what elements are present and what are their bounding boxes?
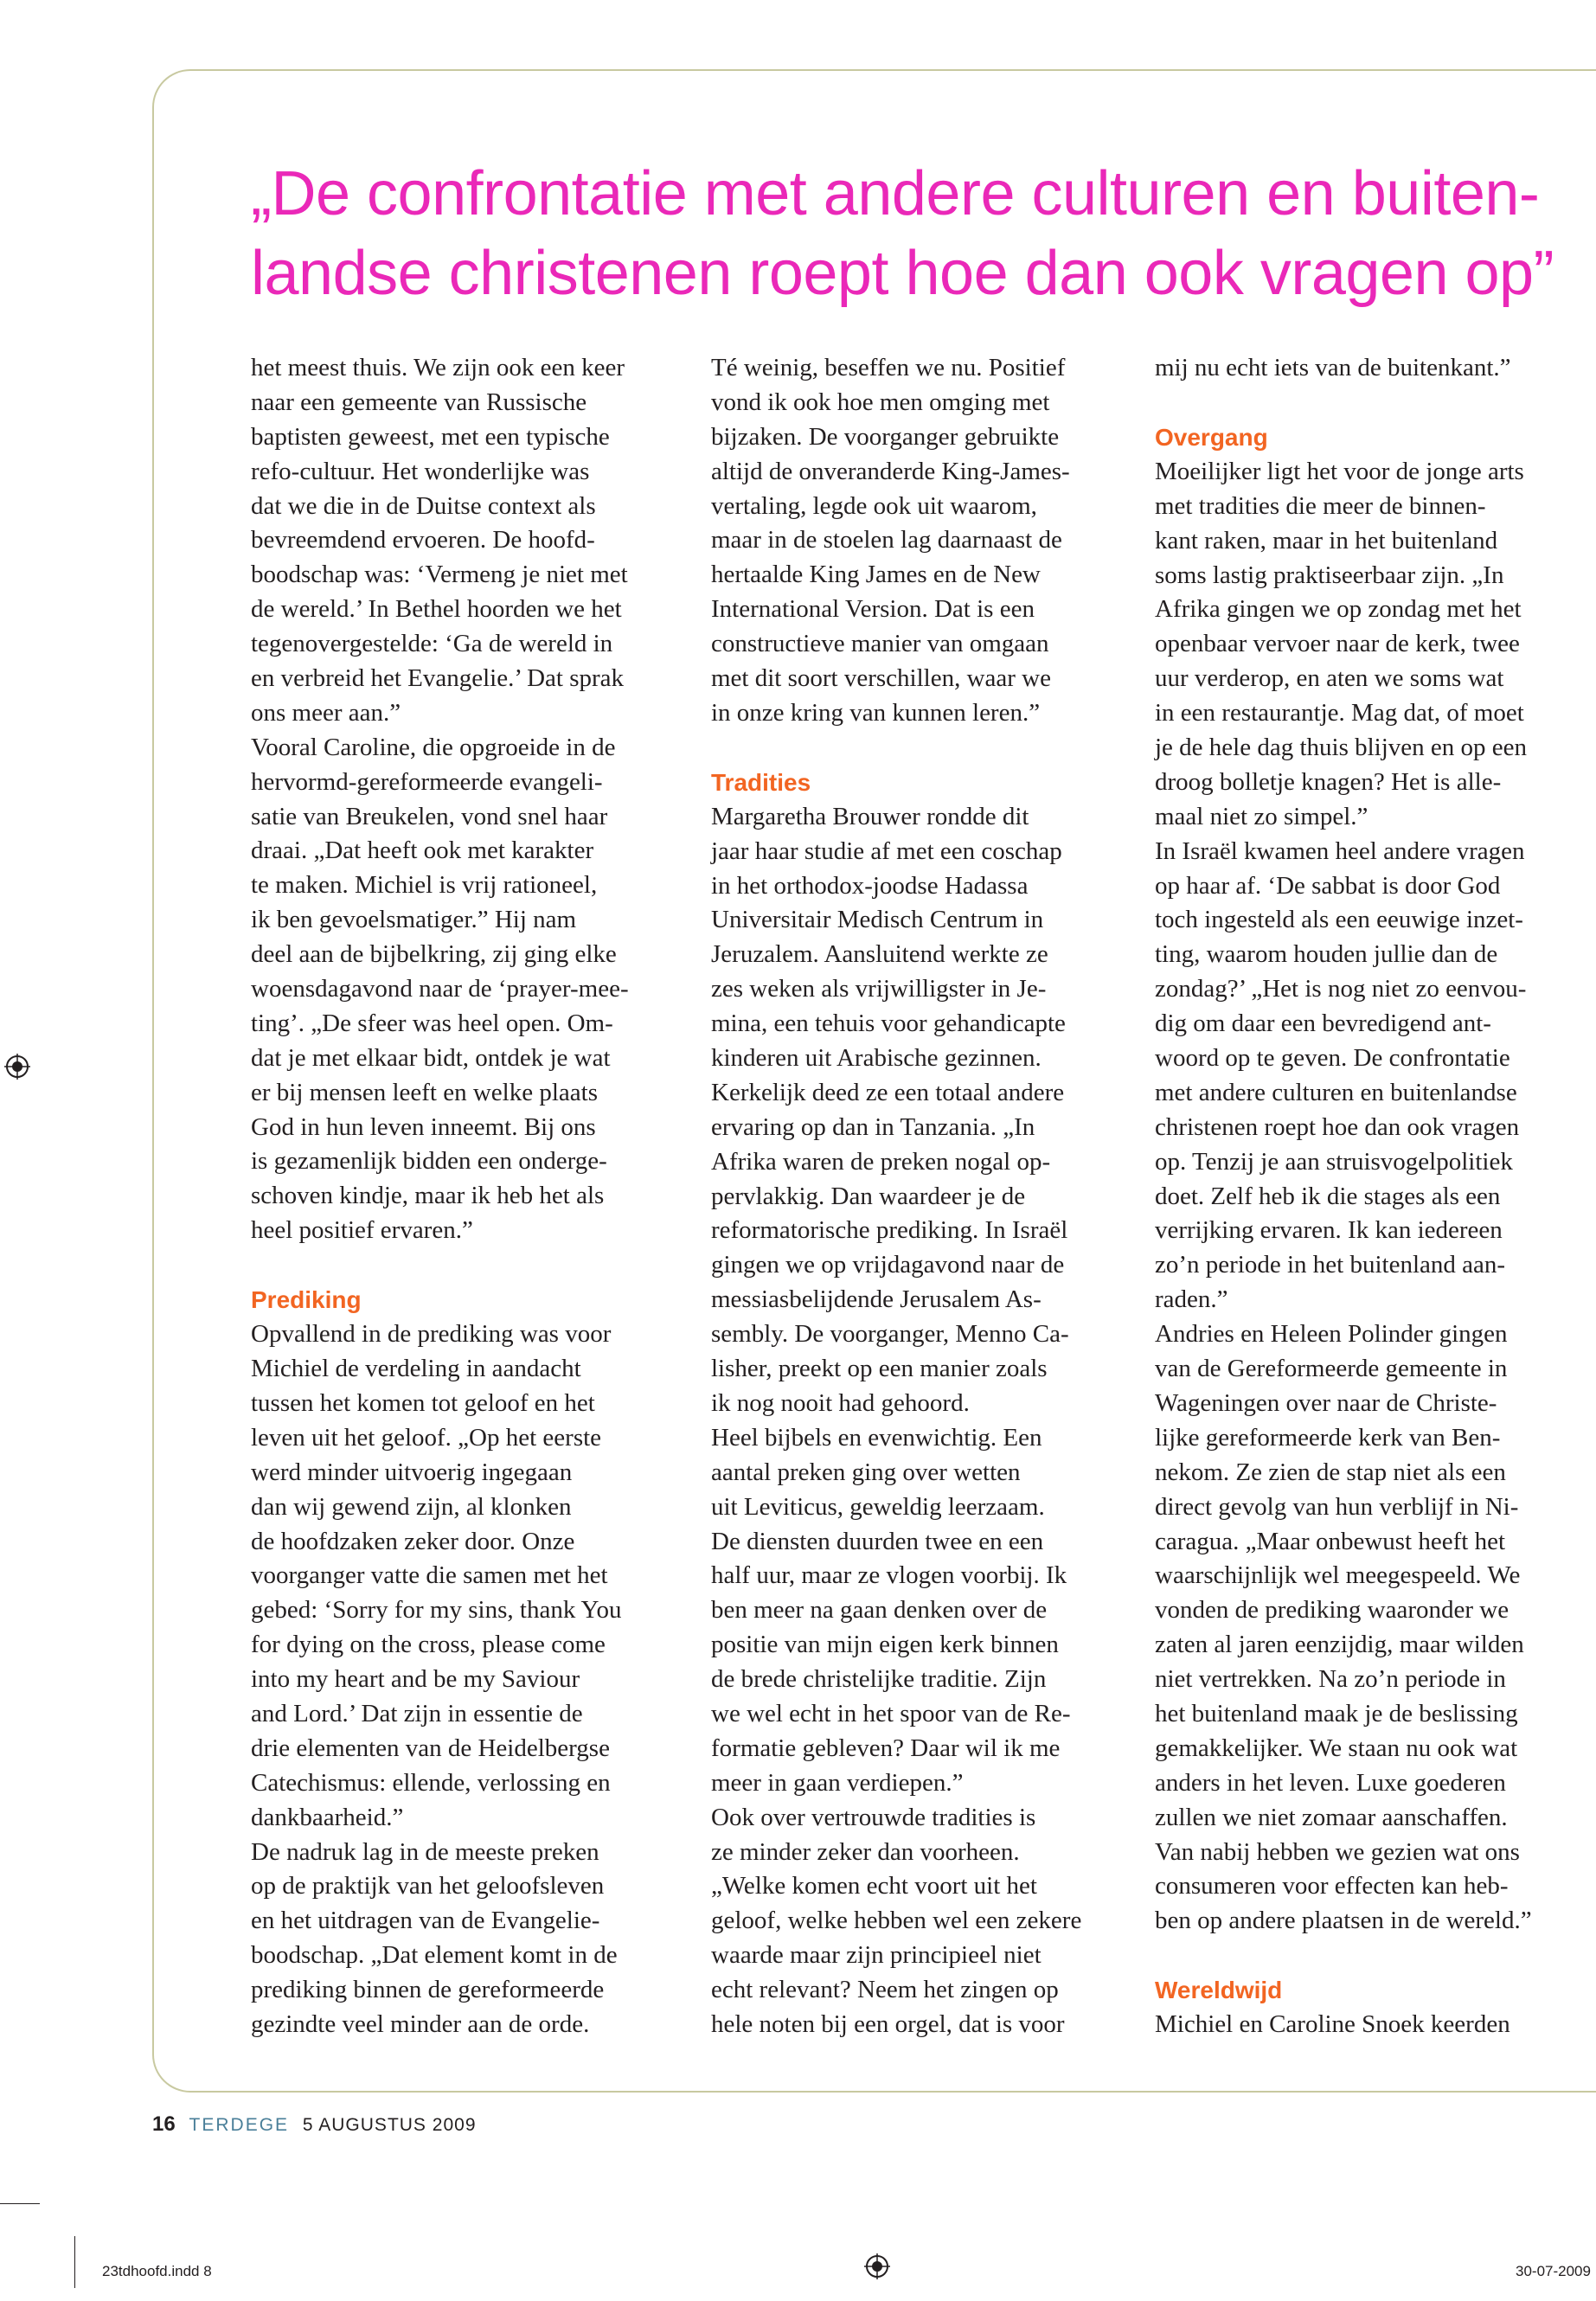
text-line: zes weken als vrijwilligster in Je- — [711, 975, 1047, 1003]
text-line: tussen het komen tot geloof en het — [251, 1388, 595, 1417]
paragraph — [711, 800, 1126, 2042]
crop-mark — [74, 2236, 75, 2288]
text-line: hervormd-gereformeerde evangeli- — [251, 767, 603, 796]
text-line: uit Leviticus, geweldig leerzaam. — [711, 1492, 1045, 1521]
text-line: met andere culturen en buitenlandse — [1155, 1078, 1517, 1106]
paragraph — [1155, 455, 1570, 1939]
text-line: and Lord.’ Dat zijn in essentie de — [251, 1699, 583, 1727]
text-line: het meest thuis. We zijn ook een keer — [251, 354, 625, 381]
text-line: boodschap was: ‘Vermeng je niet met — [251, 561, 628, 589]
text-line: prediking binnen de gereformeerde — [251, 1976, 605, 2004]
text-line: vond ik ook hoe men omging met — [711, 388, 1050, 416]
text-line: baptisten geweest, met een typische — [251, 422, 610, 451]
text-line: en het uitdragen van de Evangelie- — [251, 1907, 600, 1935]
text-line: Michiel en Caroline Snoek keerden — [1155, 2010, 1510, 2039]
text-line: op. Tenzij je aan struisvogelpolitiek — [1155, 1147, 1513, 1176]
text-line: ting, waarom houden jullie dan de — [1155, 940, 1498, 969]
text-line: naar een gemeente van Russische — [251, 388, 587, 416]
section-heading: Tradities — [711, 768, 811, 796]
text-line: zaten al jaren eenzijdig, maar wilden — [1155, 1631, 1524, 1659]
paragraph — [251, 1317, 666, 2042]
section-spacer — [1155, 1939, 1570, 1973]
text-line: deel aan de bijbelkring, zij ging elke — [251, 940, 617, 969]
paragraph — [251, 351, 666, 1248]
pull-quote-line: „De confrontatie met andere culturen en buiten- — [251, 159, 1540, 228]
text-line: de wereld.’ In Bethel hoorden we het — [251, 595, 622, 624]
registration-mark-icon — [4, 1054, 30, 1080]
text-line: in het orthodox-joodse Hadassa — [711, 871, 1029, 900]
text-line: lisher, preekt op een manier zoals — [711, 1355, 1048, 1383]
text-line: de hoofdzaken zeker door. Onze — [251, 1527, 575, 1555]
text-line: ting’. „De sfeer was heel open. Om- — [251, 1009, 613, 1037]
text-line: met tradities die meer de binnen- — [1155, 491, 1486, 520]
text-column-2 — [711, 351, 1126, 2042]
text-line: pervlakkig. Dan waardeer je de — [711, 1182, 1026, 1210]
text-line: Wageningen over naar de Christe- — [1155, 1388, 1497, 1417]
pull-quote-heading — [251, 154, 1583, 313]
text-line: geloof, welke hebben wel een zekere — [711, 1907, 1082, 1935]
text-line: uur verderop, en aten we soms wat — [1155, 664, 1504, 693]
crop-mark — [0, 2203, 40, 2204]
text-line: Catechismus: ellende, verlossing en — [251, 1768, 611, 1797]
text-column-3 — [1155, 351, 1570, 2042]
section-spacer — [711, 731, 1126, 766]
text-line: voorganger vatte die samen met het — [251, 1561, 608, 1590]
text-column-1 — [251, 351, 666, 2042]
slug-date: 30-07-2009 — [1516, 2263, 1591, 2279]
text-line: woord op te geven. De confrontatie — [1155, 1044, 1510, 1073]
text-line: anders in het leven. Luxe goederen — [1155, 1768, 1506, 1797]
text-line: verrijking ervaren. Ik kan iedereen — [1155, 1216, 1503, 1245]
text-line: gingen we op vrijdagavond naar de — [711, 1251, 1065, 1279]
text-line: kinderen uit Arabische gezinnen. — [711, 1044, 1042, 1073]
text-line: dat we die in de Duitse context als — [251, 491, 596, 520]
text-line: is gezamenlijk bidden een onderge- — [251, 1147, 607, 1176]
text-line: doet. Zelf heb ik die stages als een — [1155, 1182, 1501, 1210]
text-line: Moeilijker ligt het voor de jonge arts — [1155, 457, 1524, 485]
paragraph — [1155, 351, 1570, 386]
text-line: gemakkelijker. We staan nu ook wat — [1155, 1734, 1518, 1762]
text-line: kant raken, maar in het buitenland — [1155, 526, 1498, 554]
section-heading: Overgang — [1155, 423, 1268, 451]
text-line: bijzaken. De voorganger gebruikte — [711, 422, 1060, 451]
text-line: ik nog nooit had gehoord. — [711, 1388, 970, 1417]
section-spacer — [251, 1248, 666, 1283]
text-line: God in hun leven inneemt. Bij ons — [251, 1112, 596, 1141]
text-line: boodschap. „Dat element komt in de — [251, 1941, 618, 1970]
magazine-name: TERDEGE — [189, 2115, 290, 2135]
text-line: maar in de stoelen lag daarnaast de — [711, 526, 1062, 554]
text-line: „Welke komen echt voort uit het — [711, 1872, 1037, 1900]
text-line: half uur, maar ze vlogen voorbij. Ik — [711, 1561, 1067, 1590]
text-line: De nadruk lag in de meeste preken — [251, 1837, 599, 1866]
text-line: Universitair Medisch Centrum in — [711, 906, 1044, 934]
text-line: Vooral Caroline, die opgroeide in de — [251, 733, 616, 761]
text-line: we wel echt in het spoor van de Re- — [711, 1699, 1071, 1727]
text-line: draai. „Dat heeft ook met karakter — [251, 836, 594, 865]
text-line: het buitenland maak je de beslissing — [1155, 1699, 1518, 1727]
text-line: In Israël kwamen heel andere vragen — [1155, 836, 1525, 865]
text-line: vonden de prediking waaronder we — [1155, 1596, 1509, 1625]
text-line: Afrika gingen we op zondag met het — [1155, 595, 1522, 624]
text-line: schoven kindje, maar ik heb het als — [251, 1182, 605, 1210]
text-line: hele noten bij een orgel, dat is voor — [711, 2009, 1065, 2038]
text-line: positie van mijn eigen kerk binnen — [711, 1631, 1059, 1659]
text-line: vertaling, legde ook uit waarom, — [711, 491, 1037, 520]
text-line: dankbaarheid.” — [251, 1803, 404, 1831]
text-line: Jeruzalem. Aansluitend werkte ze — [711, 940, 1048, 969]
text-line: je de hele dag thuis blijven en op een — [1155, 734, 1528, 762]
text-line: in onze kring van kunnen leren.” — [711, 698, 1041, 727]
text-line: drie elementen van de Heidelbergse — [251, 1734, 610, 1762]
text-line: in een restaurantje. Mag dat, of moet — [1155, 699, 1524, 727]
text-line: met dit soort verschillen, waar we — [711, 664, 1051, 693]
text-line: formatie gebleven? Daar wil ik me — [711, 1734, 1061, 1762]
text-line: mij nu echt iets van de buitenkant.” — [1155, 354, 1511, 381]
text-line: dan wij gewend zijn, al klonken — [251, 1492, 572, 1521]
text-line: caragua. „Maar onbewust heeft het — [1155, 1527, 1505, 1555]
text-line: Margaretha Brouwer rondde dit — [711, 802, 1029, 830]
text-line: Ook over vertrouwde tradities is — [711, 1803, 1036, 1831]
text-line: direct gevolg van hun verblijf in Ni- — [1155, 1492, 1519, 1521]
text-line: tegenovergestelde: ‘Ga de wereld in — [251, 630, 613, 658]
text-line: leven uit het geloof. „Op het eerste — [251, 1423, 602, 1452]
text-line: Afrika waren de preken nogal op- — [711, 1147, 1051, 1176]
text-line: zondag?’ „Het is nog niet zo eenvou- — [1155, 975, 1527, 1003]
text-line: nekom. Ze zien de stap niet als een — [1155, 1458, 1506, 1486]
text-line: Andries en Heleen Polinder gingen — [1155, 1320, 1508, 1349]
text-line: for dying on the cross, please come — [251, 1631, 606, 1659]
text-line: op haar af. ‘De sabbat is door God — [1155, 871, 1501, 900]
text-line: altijd de onveranderde King-James- — [711, 457, 1070, 485]
text-line: droog bolletje knagen? Het is alle- — [1155, 767, 1502, 796]
text-line: Van nabij hebben we gezien wat ons — [1155, 1837, 1520, 1866]
text-line: ben meer na gaan denken over de — [711, 1596, 1048, 1625]
section-spacer — [1155, 386, 1570, 420]
text-line: Michiel de verdeling in aandacht — [251, 1355, 581, 1383]
text-line: er bij mensen leeft en welke plaats — [251, 1078, 599, 1106]
text-line: werd minder uitvoerig ingegaan — [251, 1458, 573, 1486]
text-line: ervaring op dan in Tanzania. „In — [711, 1112, 1035, 1141]
text-line: raden.” — [1155, 1285, 1228, 1314]
text-line: en verbreid het Evangelie.’ Dat sprak — [251, 664, 625, 693]
text-line: satie van Breukelen, vond snel haar — [251, 802, 608, 830]
text-line: gebed: ‘Sorry for my sins, thank You — [251, 1596, 622, 1625]
text-line: reformatorische prediking. In Israël — [711, 1216, 1068, 1245]
text-line: Kerkelijk deed ze een totaal andere — [711, 1078, 1065, 1106]
text-line: waarde maar zijn principieel niet — [711, 1941, 1042, 1970]
text-line: op de praktijk van het geloofsleven — [251, 1872, 605, 1900]
text-line: openbaar vervoer naar de kerk, twee — [1155, 630, 1520, 658]
text-line: International Version. Dat is een — [711, 595, 1035, 624]
text-line: soms lastig praktiseerbaar zijn. „In — [1155, 561, 1504, 589]
text-line: waarschijnlijk wel meegespeeld. We — [1155, 1561, 1521, 1590]
text-line: ben op andere plaatsen in de wereld.” — [1155, 1907, 1532, 1935]
text-line: consumeren voor effecten kan heb- — [1155, 1872, 1509, 1900]
text-line: echt relevant? Neem het zingen op — [711, 1976, 1059, 2004]
text-line: maal niet zo simpel.” — [1155, 802, 1368, 830]
text-line: messiasbelijdende Jerusalem As- — [711, 1285, 1042, 1314]
text-line: mina, een tehuis voor gehandicapte — [711, 1009, 1066, 1038]
text-line: gezindte veel minder aan de orde. — [251, 2009, 590, 2038]
text-line: into my heart and be my Saviour — [251, 1665, 580, 1694]
paragraph — [711, 351, 1126, 731]
text-line: christenen roept hoe dan ook vragen — [1155, 1112, 1520, 1141]
text-line: dat je met elkaar bidt, ontdek je wat — [251, 1043, 611, 1072]
text-line: constructieve manier van omgaan — [711, 630, 1049, 658]
text-line: ik ben gevoelsmatiger.” Hij nam — [251, 906, 577, 934]
text-line: niet vertrekken. Na zo’n periode in — [1155, 1665, 1506, 1694]
text-line: dig om daar een bevredigend ant- — [1155, 1009, 1491, 1038]
text-line: lijke gereformeerde kerk van Ben- — [1155, 1423, 1501, 1452]
text-line: bevreemdend ervoeren. De hoofd- — [251, 526, 595, 554]
section-heading: Wereldwijd — [1155, 1977, 1283, 2004]
text-line: meer in gaan verdiepen.” — [711, 1768, 964, 1797]
text-line: heel positief ervaren.” — [251, 1216, 473, 1245]
text-line: ons meer aan.” — [251, 698, 401, 727]
paragraph — [1155, 2008, 1570, 2042]
text-line: toch ingesteld als een eeuwige inzet- — [1155, 906, 1523, 934]
text-line: aantal preken ging over wetten — [711, 1458, 1021, 1486]
section-heading: Prediking — [251, 1286, 362, 1314]
text-line: hertaalde King James en de New — [711, 561, 1041, 589]
issue-date: 5 AUGUSTUS 2009 — [302, 2115, 477, 2135]
text-line: De diensten duurden twee en een — [711, 1527, 1044, 1555]
text-line: Opvallend in de prediking was voor — [251, 1320, 612, 1349]
text-line: zullen we niet zomaar aanschaffen. — [1155, 1803, 1508, 1831]
text-line: woensdagavond naar de ‘prayer-mee- — [251, 975, 629, 1003]
text-line: Té weinig, beseffen we nu. Positief — [711, 354, 1066, 381]
text-line: van de Gereformeerde gemeente in — [1155, 1355, 1508, 1383]
text-line: jaar haar studie af met een coschap — [711, 836, 1062, 865]
registration-mark-icon — [864, 2253, 890, 2279]
page-footer — [152, 2112, 477, 2137]
text-line: refo-cultuur. Het wonderlijke was — [251, 457, 590, 485]
text-line: zo’n periode in het buitenland aan- — [1155, 1251, 1506, 1279]
page-number: 16 — [152, 2112, 176, 2136]
pull-quote-line: landse christenen roept hoe dan ook vragen op” — [251, 239, 1554, 308]
text-line: te maken. Michiel is vrij rationeel, — [251, 871, 598, 900]
text-line: sembly. De voorganger, Menno Ca- — [711, 1320, 1069, 1349]
text-line: de brede christelijke traditie. Zijn — [711, 1665, 1047, 1694]
slug-filename: 23tdhoofd.indd 8 — [102, 2263, 212, 2279]
text-line: ze minder zeker dan voorheen. — [711, 1837, 1020, 1866]
text-line: Heel bijbels en evenwichtig. Een — [711, 1423, 1042, 1452]
